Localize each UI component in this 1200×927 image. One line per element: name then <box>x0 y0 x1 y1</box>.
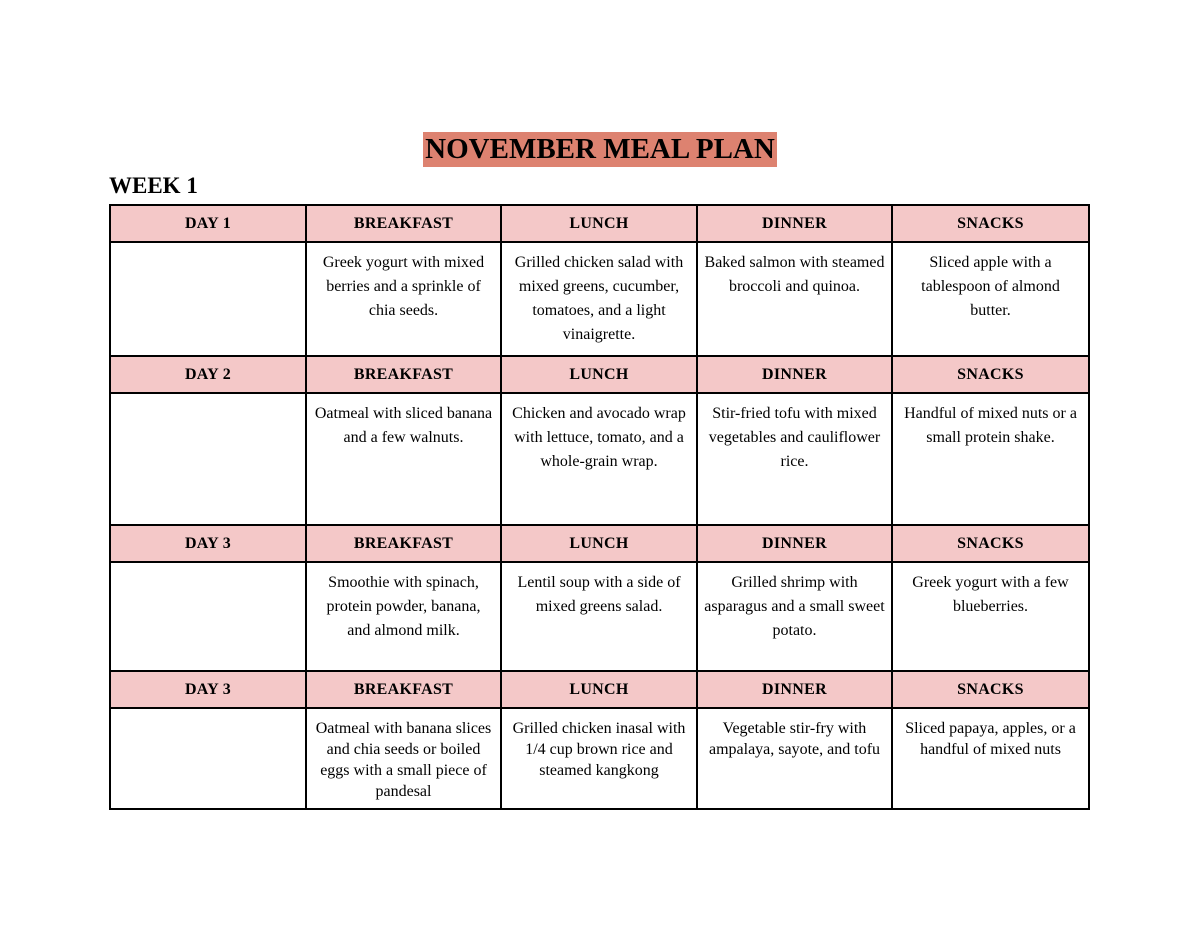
breakfast-cell: Greek yogurt with mixed berries and a sprinkle of chia seeds. <box>306 242 501 356</box>
page-title: NOVEMBER MEAL PLAN <box>425 133 775 165</box>
meal-plan-table <box>109 204 1090 810</box>
day-meals-row <box>110 562 1089 671</box>
lunch-cell: Grilled chicken salad with mixed greens, cucumber, tomatoes, and a light vinaigrette. <box>501 242 697 356</box>
dinner-header: DINNER <box>697 525 892 562</box>
snacks-header: SNACKS <box>892 356 1089 393</box>
day-header-row <box>110 205 1089 242</box>
day-header-row <box>110 356 1089 393</box>
snacks-cell: Handful of mixed nuts or a small protein shake. <box>892 393 1089 525</box>
day-label: DAY 3 <box>110 525 306 562</box>
snacks-cell: Sliced papaya, apples, or a handful of mixed nuts <box>892 708 1089 809</box>
dinner-cell: Grilled shrimp with asparagus and a small sweet potato. <box>697 562 892 671</box>
breakfast-cell: Smoothie with spinach, protein powder, banana, and almond milk. <box>306 562 501 671</box>
day-header-row <box>110 525 1089 562</box>
lunch-header: LUNCH <box>501 205 697 242</box>
day-meals-row <box>110 393 1089 525</box>
dinner-header: DINNER <box>697 205 892 242</box>
snacks-cell: Greek yogurt with a few blueberries. <box>892 562 1089 671</box>
day-meals-row <box>110 708 1089 809</box>
day-label: DAY 1 <box>110 205 306 242</box>
day-label: DAY 3 <box>110 671 306 708</box>
snacks-header: SNACKS <box>892 525 1089 562</box>
lunch-cell: Grilled chicken inasal with 1/4 cup brown rice and steamed kangkong <box>501 708 697 809</box>
lunch-cell: Chicken and avocado wrap with lettuce, tomato, and a whole-grain wrap. <box>501 393 697 525</box>
dinner-cell: Stir-fried tofu with mixed vegetables and cauliflower rice. <box>697 393 892 525</box>
dinner-cell: Vegetable stir-fry with ampalaya, sayote, and tofu <box>697 708 892 809</box>
day-meals-row <box>110 242 1089 356</box>
lunch-header: LUNCH <box>501 671 697 708</box>
title-container <box>0 132 1200 167</box>
breakfast-header: BREAKFAST <box>306 525 501 562</box>
snacks-cell: Sliced apple with a tablespoon of almond butter. <box>892 242 1089 356</box>
snacks-header: SNACKS <box>892 205 1089 242</box>
day-blank-cell <box>110 242 306 356</box>
dinner-cell: Baked salmon with steamed broccoli and quinoa. <box>697 242 892 356</box>
breakfast-header: BREAKFAST <box>306 205 501 242</box>
day-blank-cell <box>110 562 306 671</box>
breakfast-cell: Oatmeal with banana slices and chia seeds or boiled eggs with a small piece of pandesal <box>306 708 501 809</box>
snacks-header: SNACKS <box>892 671 1089 708</box>
week-label: WEEK 1 <box>109 173 198 198</box>
breakfast-header: BREAKFAST <box>306 356 501 393</box>
dinner-header: DINNER <box>697 671 892 708</box>
lunch-cell: Lentil soup with a side of mixed greens salad. <box>501 562 697 671</box>
day-blank-cell <box>110 393 306 525</box>
dinner-header: DINNER <box>697 356 892 393</box>
day-blank-cell <box>110 708 306 809</box>
day-label: DAY 2 <box>110 356 306 393</box>
breakfast-header: BREAKFAST <box>306 671 501 708</box>
day-header-row <box>110 671 1089 708</box>
lunch-header: LUNCH <box>501 356 697 393</box>
lunch-header: LUNCH <box>501 525 697 562</box>
breakfast-cell: Oatmeal with sliced banana and a few walnuts. <box>306 393 501 525</box>
